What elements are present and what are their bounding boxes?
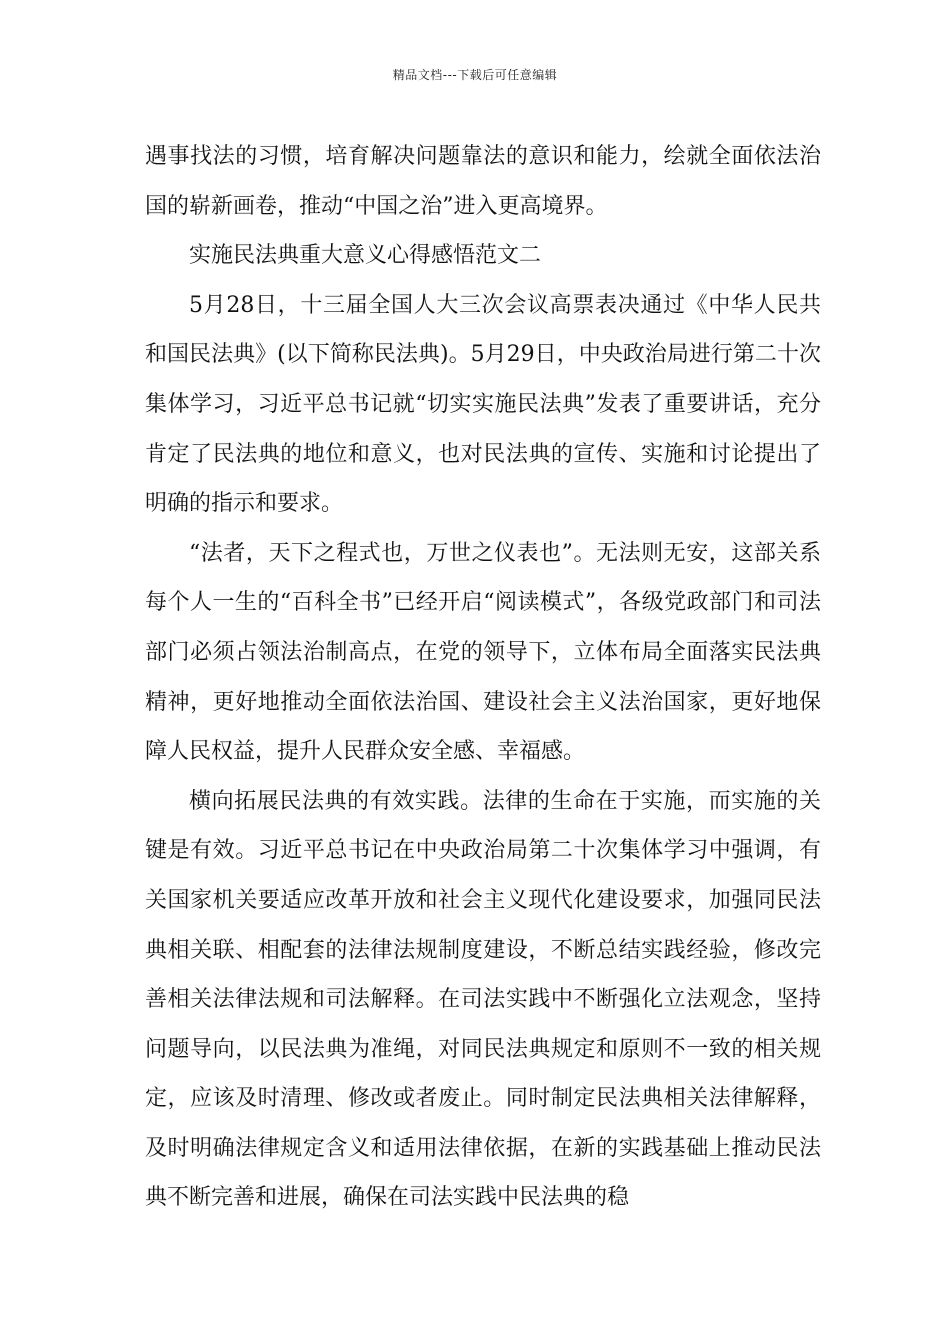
paragraph-4: 横向拓展民法典的有效实践。法律的生命在于实施，而实施的关键是有效。习近平总书记在中央政治局第二十次集体学习中强调，有关国家机关要适应改革开放和社会主义现代化建设要求，加强同民法典相关联、相配套的法律法规制度建设，不断总结实践经验，修改完善相关法律法规和司法解释。在司法实践中不断强化立法观念，坚持问题导向，以民法典为准绳，对同民法典规定和原则不一致的相关规定，应该及时清理、修改或者废止。同时制定民法典相关法律解释，及时明确法律规定含义和适用法律依据，在新的实践基础上推动民法典不断完善和进展，确保在司法实践中民法典的稳 (145, 788, 821, 1211)
page-header: 精品文档---下载后可任意编辑 (392, 68, 558, 82)
paragraph-1: 遇事找法的习惯，培育解决问题靠法的意识和能力，绘就全面依法治国的崭新画卷，推动“中国之治”进入更高境界。 (145, 144, 821, 219)
document-body (145, 132, 821, 1223)
paragraph-3: “法者，天下之程式也，万世之仪表也”。无法则无安，这部关系每个人一生的“百科全书”已经开启“阅读模式”，各级党政部门和司法部门必须占领法治制高点，在党的领导下，立体布局全面落实民法典精神，更好地推动全面依法治国、建设社会主义法治国家，更好地保障人民权益，提升人民群众安全感、幸福感。 (145, 540, 821, 765)
section-title: 实施民法典重大意义心得感悟范文二 (189, 243, 542, 269)
paragraph-2: 5月28日，十三届全国人大三次会议高票表决通过《中华人民共和国民法典》(以下简称民法典)。5月29日，中央政治局进行第二十次集体学习，习近平总书记就“切实实施民法典”发表了重要讲话，充分肯定了民法典的地位和意义，也对民法典的宣传、实施和讨论提出了明确的指示和要求。 (145, 292, 821, 517)
